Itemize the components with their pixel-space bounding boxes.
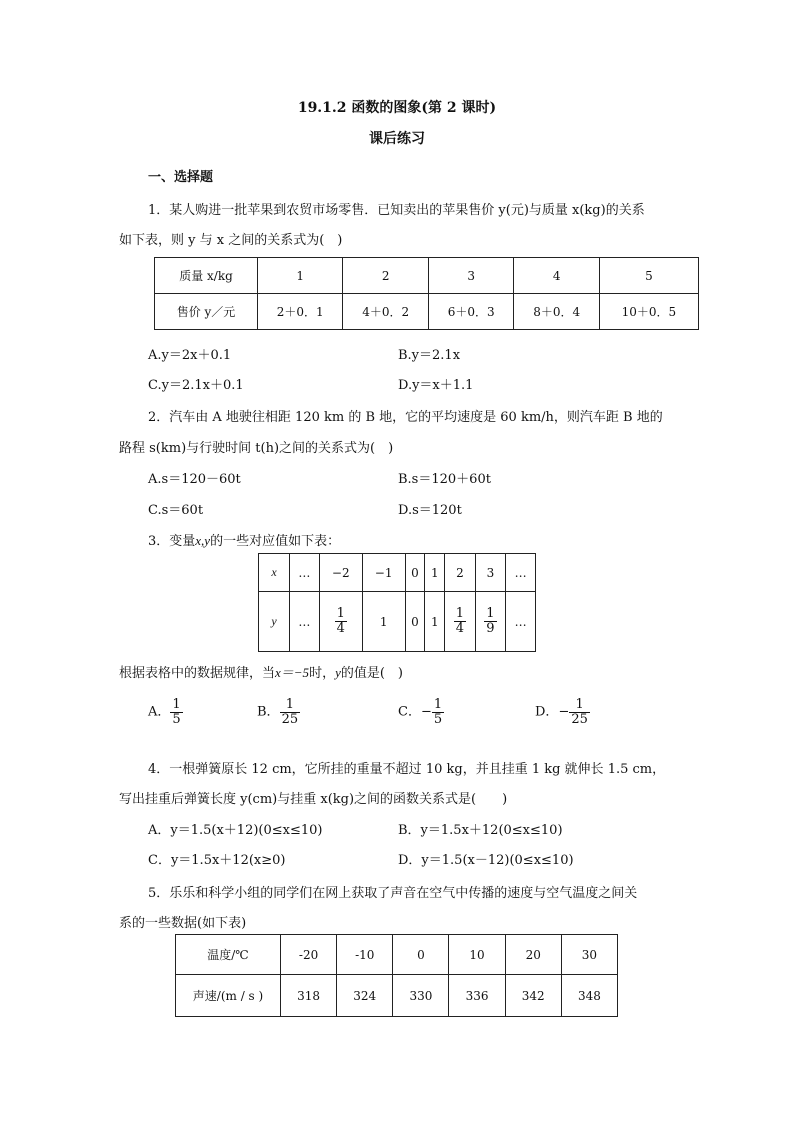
- q1-cell: 4: [514, 258, 599, 294]
- q1-cell: 2＋0．1: [258, 294, 343, 330]
- fraction: $\frac{1}{4}$: [455, 606, 465, 636]
- q3-y-cell: 0: [405, 592, 425, 652]
- q5-cell: -20: [281, 935, 337, 975]
- q5-cell: 330: [393, 975, 449, 1017]
- q3-x-cell: …: [506, 554, 536, 592]
- q3-stem-b: 的一些对应值如下表：: [210, 534, 341, 549]
- q3-y-cell: [319, 592, 362, 652]
- q4-stem-line1: 4．一根弹簧原长 12 cm，它所挂的重量不超过 10 kg，并且挂重 1 kg 就伸长 1.5 cm，: [148, 762, 666, 777]
- q1-stem-line1: 1．某人购进一批苹果到农贸市场零售．已知卖出的苹果售价 y(元)与质量 x(kg)的关系: [148, 203, 645, 218]
- q5-cell: 318: [281, 975, 337, 1017]
- q1-cell: 5: [599, 258, 698, 294]
- q3-y-cell: …: [506, 592, 536, 652]
- page-title: 19.1.2 函数的图象(第 2 课时): [297, 100, 497, 116]
- q2-option-b: B.s＝120＋60t: [398, 472, 491, 487]
- q5-cell: 声速/(m / s ): [176, 975, 281, 1017]
- q3-x-cell: 0: [405, 554, 425, 592]
- q3-option-c: C．− $\frac{1}{5}$: [398, 697, 443, 727]
- q3-x-cell: 3: [475, 554, 505, 592]
- q3-stem: [148, 530, 340, 549]
- q3-follow: 根据表格中的数据规律，当x＝−5时，y的值是( ): [119, 665, 404, 681]
- q2-option-a: A.s＝120－60t: [148, 472, 241, 487]
- q5-table: [175, 934, 618, 1017]
- page-subtitle: 课后练习: [369, 131, 425, 147]
- section-heading: 一、选择题: [148, 170, 214, 185]
- q1-option-a: A.y＝2x＋0.1: [148, 348, 232, 363]
- q1-cell: 1: [258, 258, 343, 294]
- q5-cell: 324: [337, 975, 393, 1017]
- q5-cell: 348: [561, 975, 617, 1017]
- q3-x-label: x: [259, 554, 290, 592]
- q3-option-d: D．− $\frac{1}{25}$: [535, 697, 588, 727]
- fraction: $\frac{1}{25}$: [281, 697, 299, 727]
- q3-y-label: y: [259, 592, 290, 652]
- q5-cell: 342: [505, 975, 561, 1017]
- q2-stem-line1: 2．汽车由 A 地驶往相距 120 km 的 B 地，它的平均速度是 60 km/h，则汽车距 B 地的: [148, 410, 663, 425]
- q1-cell: 6＋0．3: [428, 294, 513, 330]
- fraction: $\frac{1}{5}$: [172, 697, 181, 727]
- q5-cell: 0: [393, 935, 449, 975]
- q3-y-cell: 1: [425, 592, 445, 652]
- fraction: $\frac{1}{9}$: [486, 606, 495, 636]
- q5-cell: 336: [449, 975, 505, 1017]
- q5-cell: -10: [337, 935, 393, 975]
- q1-cell: 2: [343, 258, 428, 294]
- q3-y-cell: [475, 592, 505, 652]
- q1-stem-line2: 如下表，则 y 与 x 之间的关系式为( ): [119, 233, 343, 248]
- q2-option-d: D.s＝120t: [398, 503, 462, 518]
- fraction: $\frac{1}{25}$: [571, 697, 588, 727]
- q5-stem-line1: 5．乐乐和科学小组的同学们在网上获取了声音在空气中传播的速度与空气温度之间关: [148, 886, 638, 901]
- fraction: $\frac{1}{4}$: [336, 606, 345, 636]
- q3-x-cell: 2: [445, 554, 475, 592]
- q5-cell: 温度/℃: [176, 935, 281, 975]
- q5-cell: 10: [449, 935, 505, 975]
- q4-option-c: C．y＝1.5x＋12(x≥0): [148, 853, 286, 868]
- q3-y-cell: 1: [362, 592, 405, 652]
- q3-x-cell: −2: [319, 554, 362, 592]
- q5-cell: 20: [505, 935, 561, 975]
- q3-stem-a: 3．变量: [148, 534, 196, 549]
- q4-option-b: B．y＝1.5x＋12(0≤x≤10): [398, 823, 563, 838]
- q1-table: [154, 257, 699, 330]
- q3-vars: x,y: [195, 533, 211, 548]
- q4-option-a: A．y＝1.5(x＋12)(0≤x≤10): [148, 823, 323, 838]
- q1-cell: 10＋0．5: [599, 294, 698, 330]
- q3-option-b: B． $\frac{1}{25}$: [257, 697, 299, 727]
- q1-cell: 质量 x/kg: [155, 258, 258, 294]
- q1-cell: 4＋0．2: [343, 294, 428, 330]
- q4-option-d: D．y＝1.5(x－12)(0≤x≤10): [398, 853, 574, 868]
- q3-x-cell: 1: [425, 554, 445, 592]
- q3-y-cell: [445, 592, 475, 652]
- q3-y-cell: …: [290, 592, 320, 652]
- q1-cell: 8＋0．4: [514, 294, 599, 330]
- q1-option-d: D.y＝x＋1.1: [398, 378, 474, 393]
- q3-table: [258, 553, 536, 652]
- q1-cell: 3: [428, 258, 513, 294]
- fraction: $\frac{1}{5}$: [433, 697, 443, 727]
- q1-option-b: B.y＝2.1x: [398, 348, 461, 363]
- q2-stem-line2: 路程 s(km)与行驶时间 t(h)之间的关系式为( ): [119, 441, 394, 456]
- q1-cell: 售价 y／元: [155, 294, 258, 330]
- q3-option-a: A． $\frac{1}{5}$: [148, 697, 181, 727]
- q3-x-cell: −1: [362, 554, 405, 592]
- q5-cell: 30: [561, 935, 617, 975]
- q4-stem-line2: 写出挂重后弹簧长度 y(cm)与挂重 x(kg)之间的函数关系式是( ): [119, 792, 508, 807]
- q1-option-c: C.y＝2.1x＋0.1: [148, 378, 244, 393]
- q3-x-cell: …: [290, 554, 320, 592]
- q5-stem-line2: 系的一些数据(如下表): [119, 916, 247, 931]
- q2-option-c: C.s＝60t: [148, 503, 204, 518]
